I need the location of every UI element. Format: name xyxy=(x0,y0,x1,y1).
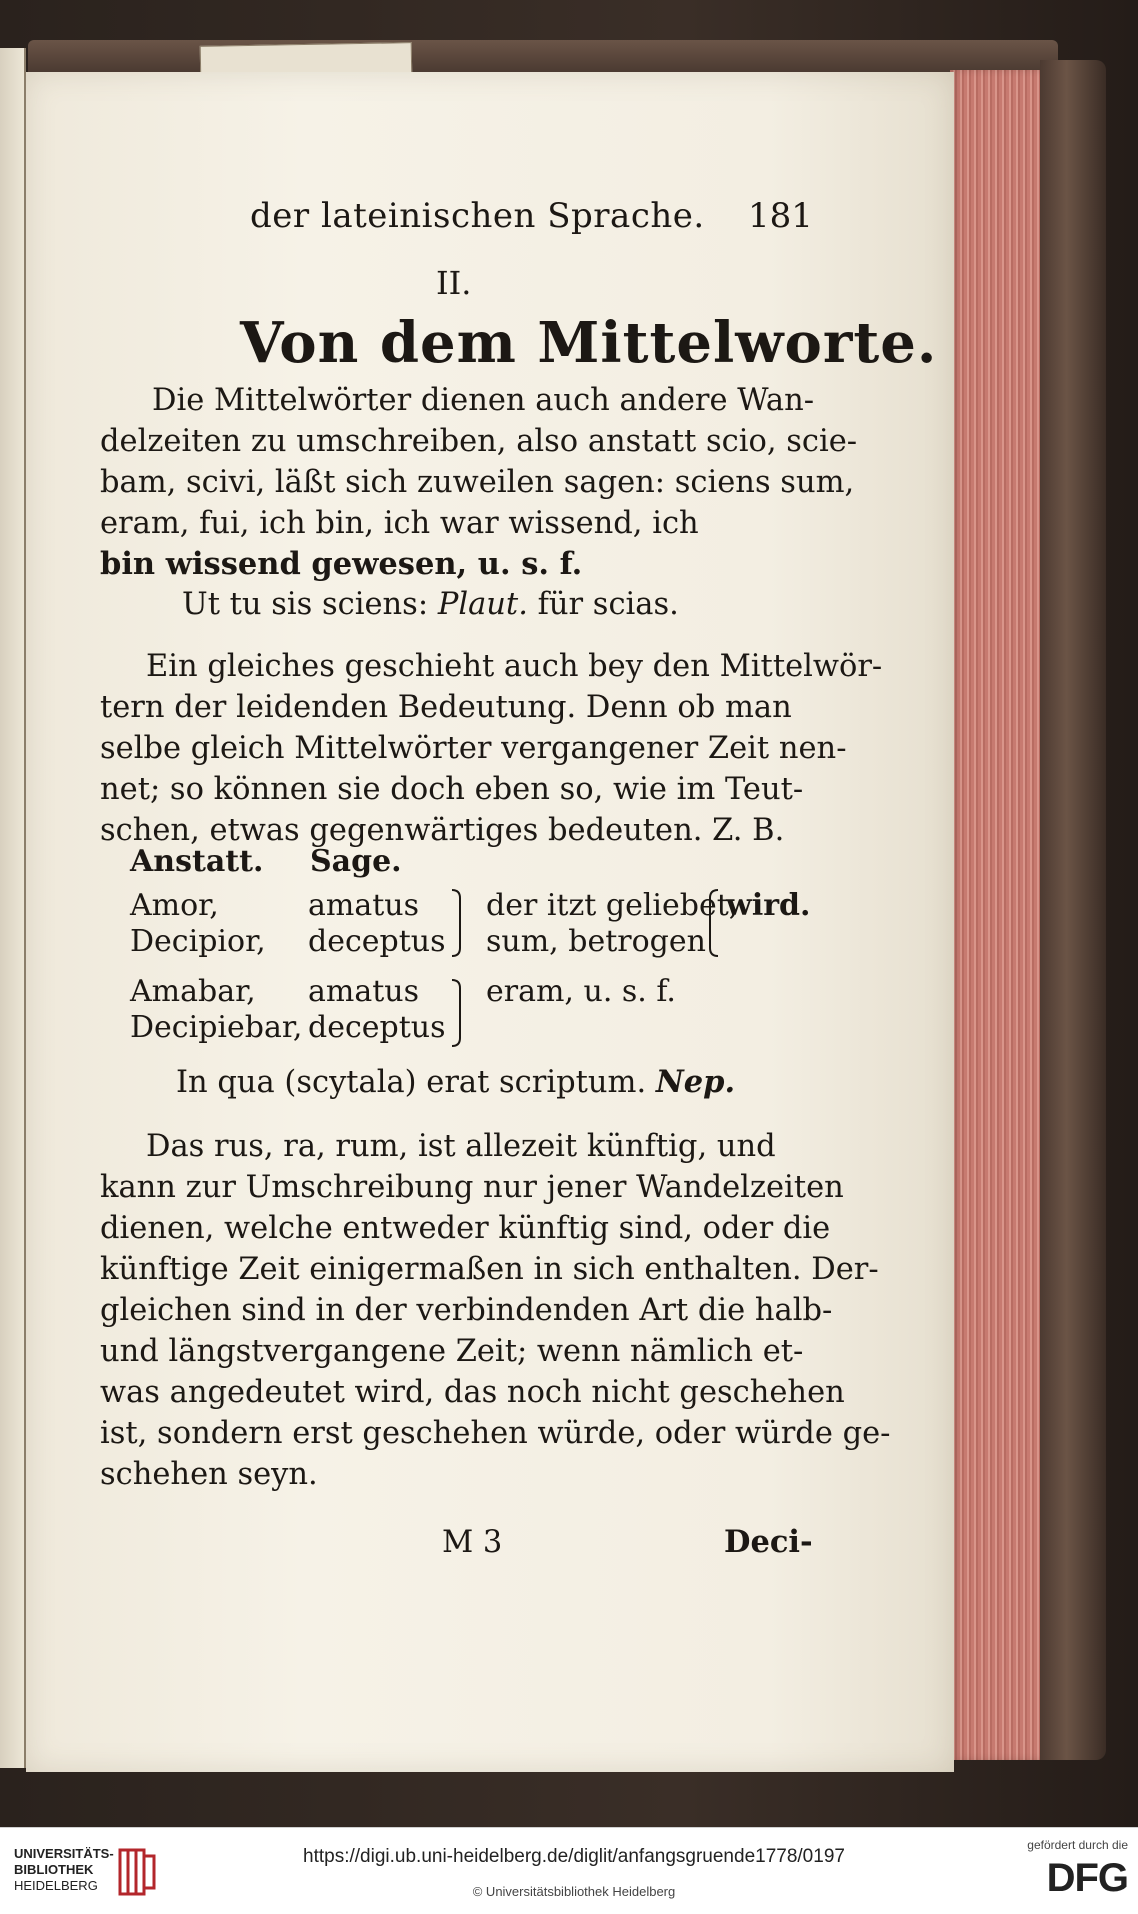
library-logo-text[interactable] xyxy=(14,1846,114,1894)
paragraph-2 xyxy=(100,646,882,851)
paragraph-3 xyxy=(100,1126,890,1495)
text-line: delzeiten zu umschreiben, also anstatt scio, scie- xyxy=(100,424,858,459)
text-line: schehen seyn. xyxy=(100,1457,318,1492)
section-title: Von dem Mittelworte. xyxy=(240,310,938,376)
text-line: bin wissend gewesen, u. s. f. xyxy=(100,546,583,582)
text-line: tern der leidenden Bedeutung. Denn ob man xyxy=(100,690,792,725)
table-cell: der itzt geliebet, xyxy=(486,888,739,923)
catchword: Deci- xyxy=(724,1524,813,1560)
signature-mark: M 3 xyxy=(442,1525,503,1560)
text-line: Die Mittelwörter dienen auch andere Wan- xyxy=(152,383,815,418)
table-cell: deceptus xyxy=(308,1010,446,1045)
example-text: Ut tu sis sciens: xyxy=(182,587,429,622)
red-page-edges xyxy=(950,70,1040,1760)
example-text: In qua (scytala) erat scriptum. xyxy=(176,1065,647,1100)
paragraph-1 xyxy=(100,380,857,585)
copyright-notice: © Universitätsbibliothek Heidelberg xyxy=(472,1884,676,1899)
bracket-shape xyxy=(452,980,460,1046)
text-line: und längstvergangene Zeit; wenn nämlich et- xyxy=(100,1334,804,1369)
permalink-url[interactable]: https://digi.ub.uni-heidelberg.de/diglit/anfangsgruende1778/0197 xyxy=(303,1846,845,1867)
text-line: was angedeutet wird, das noch nicht geschehen xyxy=(100,1375,845,1410)
text-line: künftige Zeit einigermaßen in sich enthalten. Der- xyxy=(100,1252,879,1287)
table-head-instead: Anstatt. xyxy=(130,844,264,879)
text-line: net; so können sie doch eben so, wie im Teut- xyxy=(100,772,804,807)
text-line: Ein gleiches geschieht auch bey den Mittelwör- xyxy=(146,649,883,684)
bracket-shape xyxy=(710,890,718,956)
table-cell: deceptus xyxy=(308,924,446,959)
example-source: Nep. xyxy=(655,1064,736,1100)
table-brackets xyxy=(446,884,746,1054)
table-cell: wird. xyxy=(726,888,811,923)
bracket-shape xyxy=(452,890,460,956)
table-cell: Decipior, xyxy=(130,924,266,959)
facing-page-edge xyxy=(0,48,26,1768)
table-cell: sum, betrogen xyxy=(486,924,706,959)
text-line: schen, etwas gegenwärtiges bedeuten. Z. B. xyxy=(100,813,785,848)
table-head-say: Sage. xyxy=(310,844,402,879)
viewer-footer xyxy=(0,1827,1138,1914)
example-nepos xyxy=(176,1062,735,1103)
text-line: selbe gleich Mittelwörter vergangener Zeit nen- xyxy=(100,731,847,766)
library-logo-icon xyxy=(114,1846,158,1898)
table-cell: Amabar, xyxy=(130,974,256,1009)
text-line: gleichen sind in der verbindenden Art die halb- xyxy=(100,1293,833,1328)
text-line: eram, fui, ich bin, ich war wissend, ich xyxy=(100,506,699,541)
text-line: kann zur Umschreibung nur jener Wandelzeiten xyxy=(100,1170,844,1205)
dfg-logo[interactable]: DFG xyxy=(1046,1856,1128,1900)
running-head: der lateinischen Sprache. xyxy=(250,196,705,236)
text-line: Das rus, ra, rum, ist allezeit künftig, und xyxy=(146,1129,776,1164)
text-line: ist, sondern erst geschehen würde, oder würde ge- xyxy=(100,1416,891,1451)
library-name-line: HEIDELBERG xyxy=(14,1878,98,1893)
library-name-line: BIBLIOTHEK xyxy=(14,1862,94,1877)
example-plautus xyxy=(182,584,679,625)
table-cell: Amor, xyxy=(130,888,219,923)
table-cell: Decipiebar, xyxy=(130,1010,303,1045)
table-cell: amatus xyxy=(308,974,419,1009)
text-line: dienen, welche entweder künftig sind, oder die xyxy=(100,1211,831,1246)
page-number: 181 xyxy=(748,196,813,236)
section-number: II. xyxy=(436,264,472,302)
library-name-line: UNIVERSITÄTS- xyxy=(14,1846,114,1861)
funding-note: gefördert durch die xyxy=(1027,1838,1128,1852)
table-cell: amatus xyxy=(308,888,419,923)
example-translation: für scias. xyxy=(537,587,679,622)
book-cover-right xyxy=(1040,60,1106,1760)
book-page xyxy=(26,72,954,1772)
text-line: bam, scivi, läßt sich zuweilen sagen: sciens sum, xyxy=(100,465,855,500)
example-source: Plaut. xyxy=(437,587,528,622)
table-cell: eram, u. s. f. xyxy=(486,974,676,1009)
